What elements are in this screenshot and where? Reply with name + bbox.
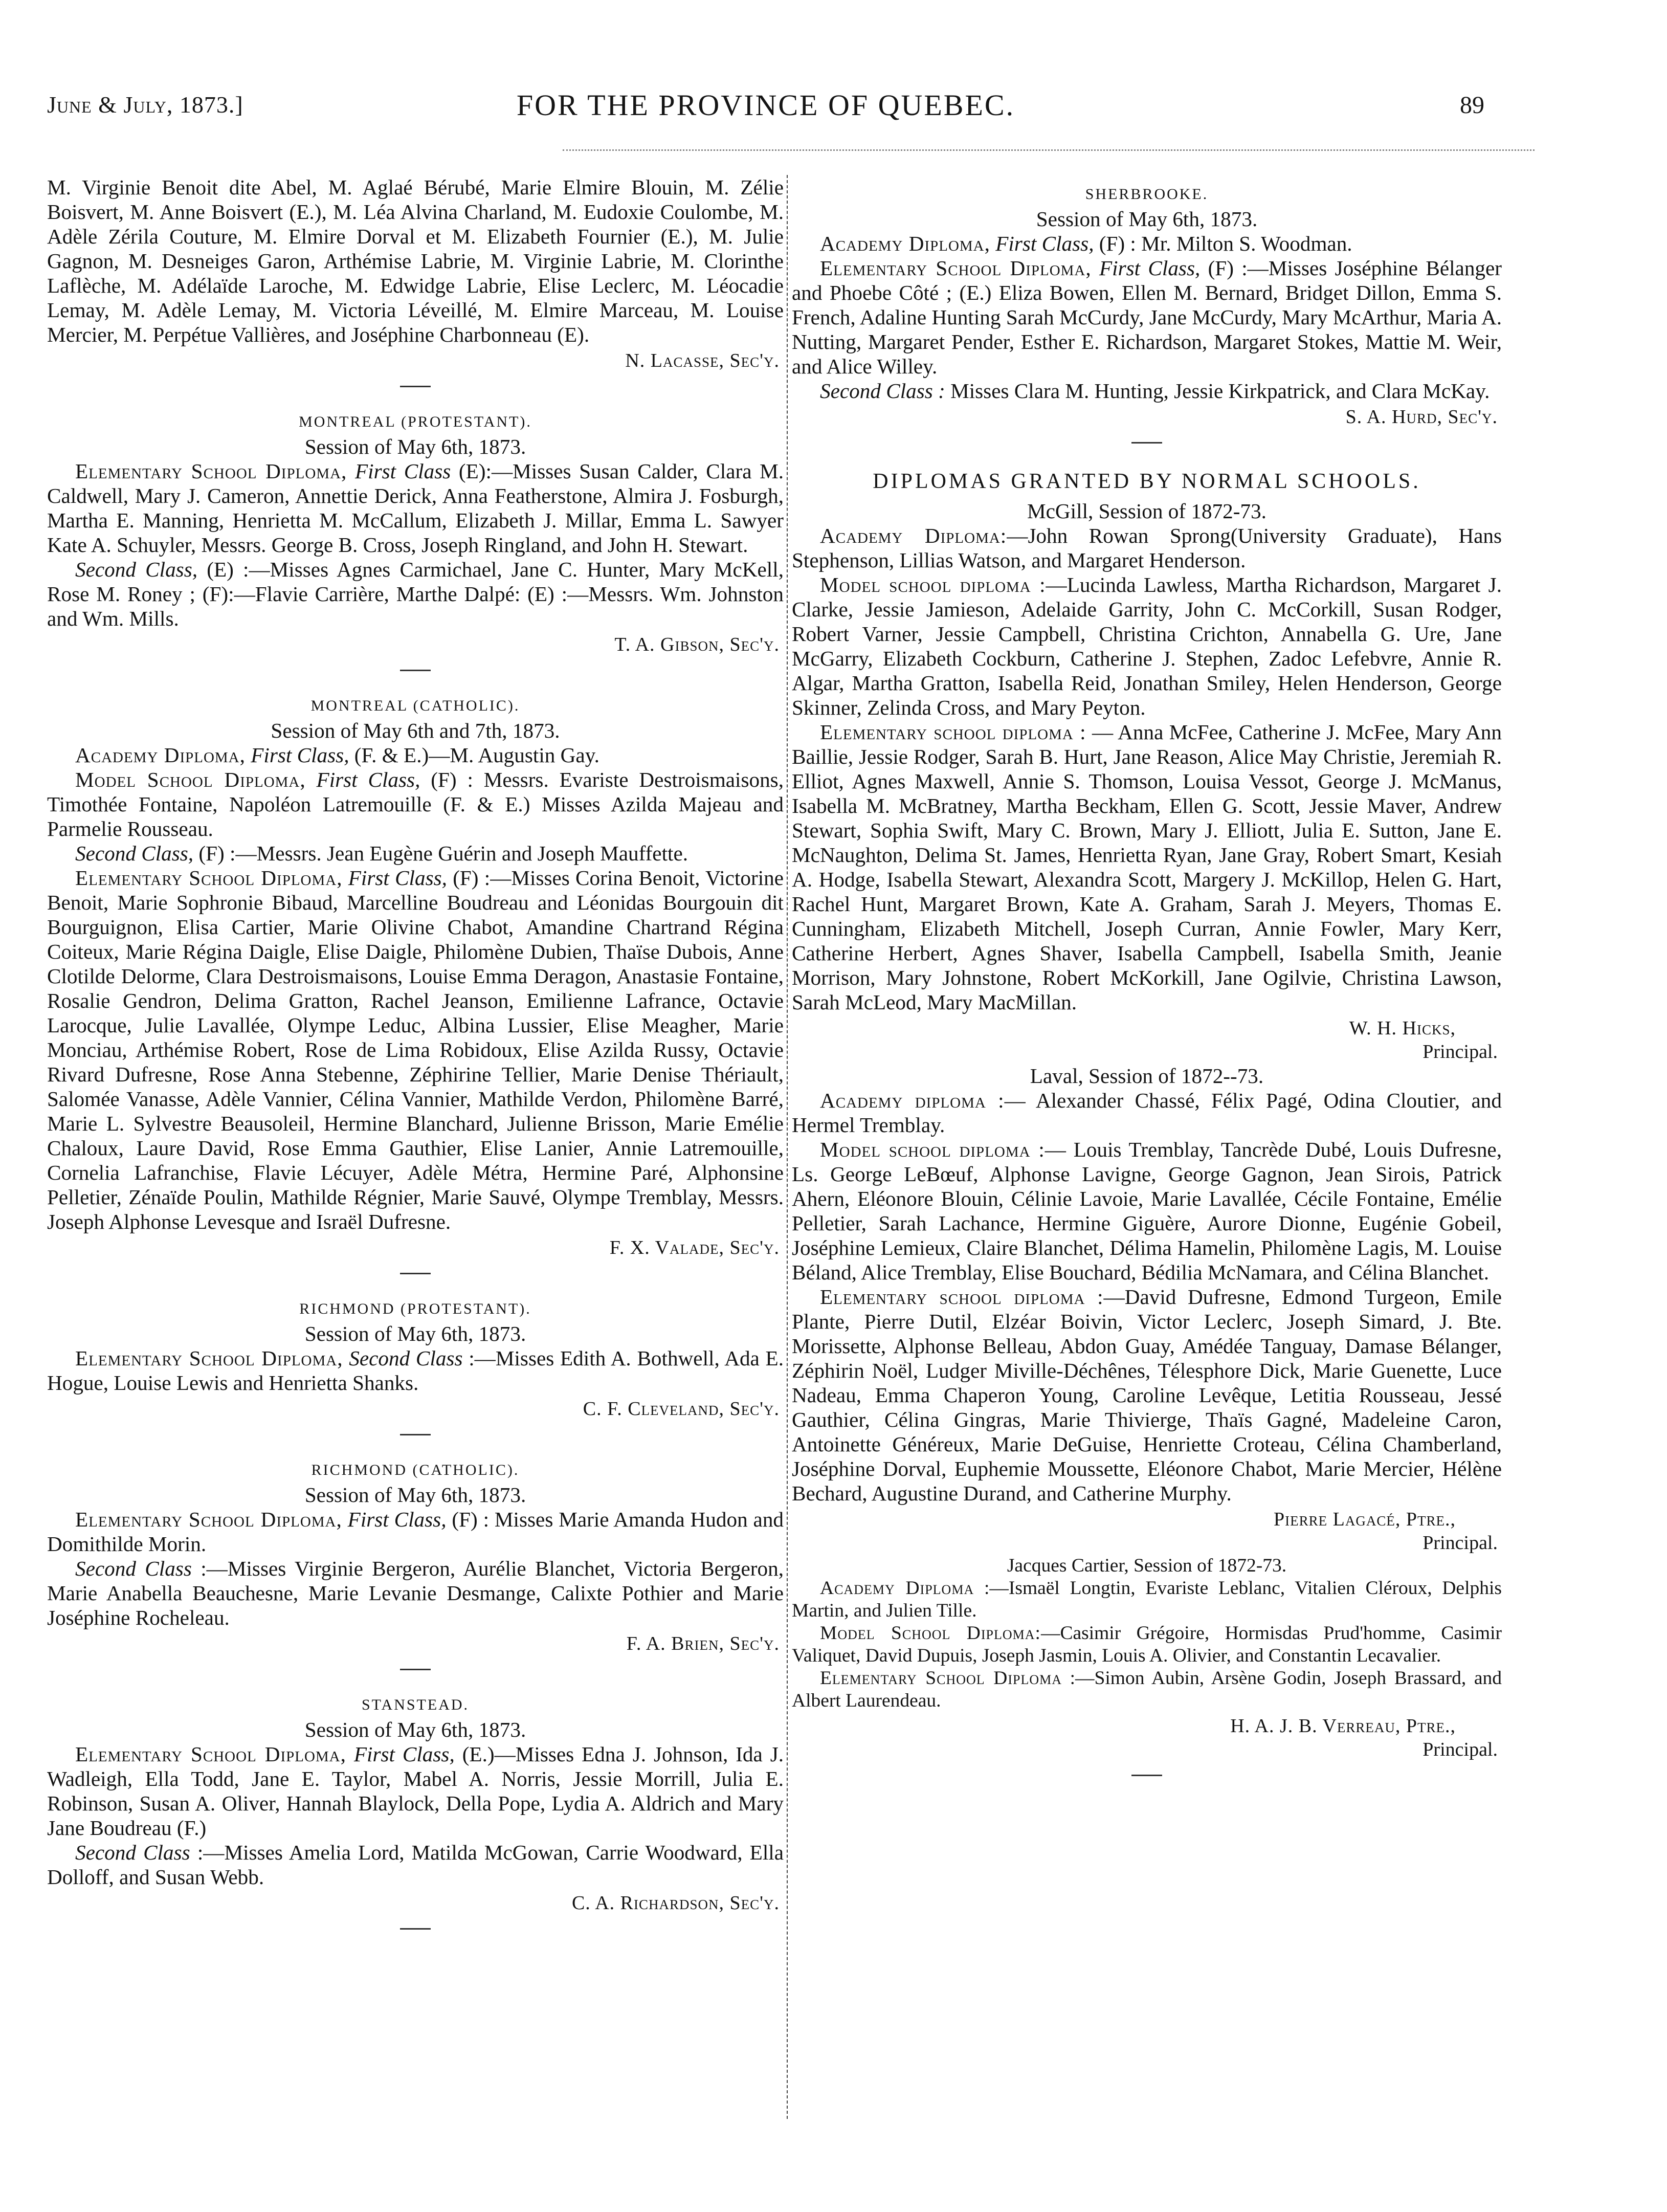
- richmond-protestant-section: [47, 1299, 784, 1435]
- session-line: McGill, Session of 1872-73.: [1027, 499, 1266, 523]
- diploma-paragraph: Model School Diploma, First Class, (F) : Messrs. Evariste Destroismaisons, Timothée Fontaine, Napoléon Latremouille (F. & E.) Misses Azilda Majeau and Parmelie Rousseau.: [47, 768, 784, 840]
- diploma-paragraph: Academy Diploma, First Class, (F. & E.)—M. Augustin Gay.: [75, 743, 599, 767]
- section-separator: [400, 670, 431, 671]
- principal-title: Principal.: [1422, 1532, 1498, 1554]
- header-rule: [563, 149, 1535, 151]
- session-line: Session of May 6th, 1873.: [304, 1718, 526, 1741]
- diploma-paragraph: Second Class :—Misses Amelia Lord, Matilda McGowan, Carrie Woodward, Ella Dolloff, and Susan Webb.: [47, 1841, 784, 1889]
- richmond-catholic-section: [47, 1460, 784, 1670]
- section-separator: [400, 386, 431, 387]
- diploma-paragraph: Model school diploma :—Lucinda Lawless, Martha Richardson, Margaret J. Clarke, Jessie Jamieson, Adelaide Garrity, John C. McCorkill, Susan Rodger, Robert Varner, Jessie Campbell, Christina Crichton, Annabella G. Ure, Jane McGarry, Elizabeth Cockburn, Catherine J. Stephen, Zadoc Lefebvre, Annie R. Algar, Martha Gratton, Isabella Reid, Jonathan Smiley, Helen Henderson, George Skinner, Zelinda Cross, and Mary Peyton.: [792, 573, 1502, 719]
- session-line: Session of May 6th, 1873.: [1036, 207, 1258, 231]
- mcgill-section: [792, 499, 1502, 1064]
- section-separator: [400, 1928, 431, 1930]
- running-title: FOR THE PROVINCE OF QUEBEC.: [516, 89, 1015, 122]
- diploma-paragraph: Second Class, (E) :—Misses Agnes Carmichael, Jane C. Hunter, Mary McKell, Rose M. Roney ; (F):—Flavie Carrière, Marthe Dalpé: (E) :—Messrs. Wm. Johnston and Wm. Mills.: [47, 558, 784, 630]
- section-separator: [1131, 442, 1162, 444]
- diploma-paragraph: Academy Diploma :—Ismaël Longtin, Evariste Leblanc, Vitalien Cléroux, Delphis Martin, and Julien Tille.: [792, 1578, 1502, 1621]
- sherbrooke-section: [792, 184, 1502, 444]
- section-heading: SHERBROOKE.: [1085, 186, 1209, 203]
- column-divider: [787, 175, 788, 2119]
- principal-title: Principal.: [1422, 1739, 1498, 1760]
- session-line: Session of May 6th, 1873.: [304, 435, 526, 458]
- section-heading: MONTREAL (CATHOLIC).: [310, 697, 520, 714]
- section-heading: RICHMOND (PROTESTANT).: [299, 1300, 531, 1317]
- principal-signature: W. H. Hicks,: [1349, 1017, 1456, 1039]
- diploma-paragraph: Elementary school diploma : — Anna McFee, Catherine J. McFee, Mary Ann Baillie, Jessie Rodger, Sarah B. Hurt, Jane Reason, Alice May Christie, Jeremiah R. Elliot, Agnes Maxwell, Annie S. Thomson, Louisa Vessot, George J. McManus, Isabella M. McBratney, Martha Beckham, Ellen G. Scott, Jessie Maver, Andrew Stewart, Sophia Swift, Mary C. Brown, Mary J. Elliott, Julia E. Sutton, Jane E. McNaughton, Delima St. James, Henrietta Ryan, Jane Gray, Robert Smart, Kesiah A. Hodge, Isabella Stewart, Alexandra Scott, Margery J. McKillop, Helen G. Hart, Rachel Hunt, Margaret Brown, Kate A. Graham, Sarah J. Meyers, Thomas E. Cunningham, Elizabeth Mitchell, Joseph Curran, Annie Fowler, Mary Kerr, Catherine Herbert, Agnes Shaver, Isabella Campbell, Isabella Smith, Jeanie Morrison, Mary Johnstone, Robert McKorkill, Jane Ogilvie, Christina Lawson, Sarah McLeod, Mary MacMillan.: [792, 720, 1502, 1014]
- diploma-paragraph: Elementary School Diploma, First Class, (F) :—Misses Corina Benoit, Victorine Benoit, Marie Sophronie Bibaud, Marcelline Boudreau and Léonidas Bourgouin dit Bourguignon, Elisa Cartier, Marie Olivine Chabot, Amandine Chartrand Régina Coiteux, Marie Régina Daigle, Elise Daigle, Philomène Dubien, Thaïse Dubois, Anne Clotilde Delorme, Clara Destroismaisons, Louise Emma Deragon, Anastasie Fontaine, Rosalie Gendron, Delima Gratton, Rachel Jeanson, Emilienne Lafrance, Octavie Larocque, Julie Lavallée, Olympe Leduc, Albina Lussier, Elise Meagher, Marie Monciau, Arthémise Robert, Rose de Lima Robidoux, Elise Azilda Russy, Octavie Rivard Dufresne, Rose Anna Stebenne, Zéphirine Tellier, Marie Denise Thériault, Salomée Vanasse, Adèle Vannier, Célina Vannier, Mathilde Verdon, Philomène Barré, Marie L. Sylvestre Beausoleil, Hermine Blanchard, Julienne Brisson, Marie Emélie Chaloux, Laure David, Rose Emma Gauthier, Elise Lanier, Annie Latremouille, Cornelia Lafranchise, Flavie Lécuyer, Adèle Métra, Hermine Paré, Alphonsine Pelletier, Zénaïde Poulin, Mathilde Régnier, Marie Sauvé, Olympe Tremblay, Messrs. Joseph Alphonse Levesque and Israël Dufresne.: [47, 866, 784, 1233]
- diploma-paragraph: Second Class : Misses Clara M. Hunting, Jessie Kirkpatrick, and Clara McKay.: [820, 379, 1490, 403]
- diploma-paragraph: Elementary School Diploma, First Class, (F) : Misses Marie Amanda Hudon and Domithilde Morin.: [47, 1508, 784, 1556]
- page-number: 89: [1460, 92, 1484, 119]
- secretary-signature: N. Lacasse, Sec'y.: [625, 350, 780, 371]
- continued-list: M. Virginie Benoit dite Abel, M. Aglaé Bérubé, Marie Elmire Blouin, M. Zélie Boisvert, M. Anne Boisvert (E.), M. Léa Alvina Charland, M. Eudoxie Coulombe, M. Adèle Zérila Couture, M. Elmire Dorval et M. Elizabeth Fournier (E.), M. Julie Gagnon, M. Desneiges Garon, Arthémise Labrie, M. Virginie Labrie, M. Clorinthe Laflèche, M. Adélaïde Laroche, M. Edwidge Labrie, Elise Leclerc, M. Léocadie Lemay, M. Adèle Lemay, M. Victoria Léveillé, M. Elmire Marceau, M. Louise Mercier, M. Perpétue Vallières, and Joséphine Charbonneau (E).: [47, 175, 784, 346]
- page-header: [47, 91, 1484, 132]
- section-separator: [400, 1669, 431, 1670]
- secretary-signature: T. A. Gibson, Sec'y.: [614, 634, 780, 655]
- normal-schools-heading: DIPLOMAS GRANTED BY NORMAL SCHOOLS.: [873, 470, 1421, 493]
- section-separator: [400, 1273, 431, 1274]
- diploma-paragraph: Elementary School Diploma :—Simon Aubin, Arsène Godin, Joseph Brassard, and Albert Laurendeau.: [792, 1668, 1502, 1711]
- diploma-paragraph: Academy diploma :— Alexander Chassé, Félix Pagé, Odina Cloutier, and Hermel Tremblay.: [792, 1089, 1502, 1137]
- session-line: Session of May 6th, 1873.: [304, 1483, 526, 1507]
- section-heading: MONTREAL (PROTESTANT).: [299, 413, 532, 430]
- section-separator: [400, 1434, 431, 1435]
- diploma-paragraph: Model School Diploma:—Casimir Grégoire, Hormisdas Prud'homme, Casimir Valiquet, David Dupuis, Joseph Jasmin, Louis A. Olivier, and Constantin Lecavalier.: [792, 1623, 1502, 1666]
- jacques-cartier-section: [792, 1555, 1502, 1776]
- secretary-signature: C. F. Cleveland, Sec'y.: [583, 1398, 780, 1420]
- principal-signature: Pierre Lagacé, Ptre.,: [1274, 1509, 1456, 1530]
- diploma-paragraph: Elementary School Diploma, Second Class :—Misses Edith A. Bothwell, Ada E. Hogue, Louise Lewis and Henrietta Shanks.: [47, 1346, 784, 1395]
- session-line: Laval, Session of 1872--73.: [1030, 1064, 1264, 1088]
- session-line: Jacques Cartier, Session of 1872-73.: [1007, 1555, 1287, 1576]
- section-heading: RICHMOND (CATHOLIC).: [311, 1462, 520, 1478]
- diploma-paragraph: Model school diploma :— Louis Tremblay, Tancrède Dubé, Louis Dufresne, Ls. George LeBœuf, Alphonse Lavigne, George Gagnon, Jean Sirois, Patrick Ahern, Eléonore Blouin, Célinie Lavoie, Marie Lavallée, Cécile Fontaine, Emélie Pelletier, Sarah Lachance, Hermine Giguère, Aurore Dionne, Eugénie Gobeil, Joséphine Lemieux, Claire Blanchet, Délima Hamelin, Philomène Lagis, M. Louise Béland, Alice Tremblay, Elise Bouchard, Bédilia McNamara, and Célina Blanchet.: [792, 1138, 1502, 1284]
- stanstead-section: [47, 1695, 784, 1930]
- diploma-paragraph: Second Class, (F) :—Messrs. Jean Eugène Guérin and Joseph Mauffette.: [75, 842, 688, 865]
- diploma-paragraph: Elementary school diploma :—David Dufresne, Edmond Turgeon, Emile Plante, Pierre Dutil, Elzéar Boivin, Victor Leclerc, Joseph Simard, J. Bte. Morissette, Alphonse Belleau, Abdon Guay, Amédée Tanguay, Damase Bélanger, Zéphirin Noël, Ludger Miville-Déchênes, Télesphore Dick, Marie Guenette, Luce Nadeau, Emma Chaperon Young, Caroline Levêque, Letitia Rousseau, Jessé Gauthier, Célina Gingras, Marie Thivierge, Thaïs Gagné, Madeleine Caron, Antoinette Généreux, Marie DeGuise, Henriette Croteau, Célina Chamberland, Joséphine Dorval, Euphemie Moussette, Eléonore Chabot, Marie Mercier, Hélène Bechard, Augustine Durand, and Catherine Murphy.: [792, 1285, 1502, 1505]
- left-column: [47, 175, 784, 1930]
- secretary-signature: F. X. Valade, Sec'y.: [609, 1237, 780, 1258]
- montreal-catholic-section: [47, 696, 784, 1274]
- secretary-signature: C. A. Richardson, Sec'y.: [571, 1892, 780, 1914]
- secretary-signature: F. A. Brien, Sec'y.: [626, 1633, 780, 1654]
- diploma-paragraph: Academy Diploma, First Class, (F) : Mr. Milton S. Woodman.: [820, 232, 1352, 255]
- right-column: [792, 175, 1502, 1776]
- principal-signature: H. A. J. B. Verreau, Ptre.,: [1230, 1715, 1456, 1737]
- principal-title: Principal.: [1422, 1041, 1498, 1063]
- montreal-protestant-section: [47, 412, 784, 671]
- section-separator: [1131, 1775, 1162, 1776]
- diploma-paragraph: Second Class :—Misses Virginie Bergeron, Aurélie Blanchet, Victoria Bergeron, Marie Anabella Beauchesne, Marie Levanie Desmange, Calixte Pothier and Marie Joséphine Rocheleau.: [47, 1557, 784, 1629]
- secretary-signature: S. A. Hurd, Sec'y.: [1345, 406, 1498, 428]
- diploma-paragraph: Academy Diploma:—John Rowan Sprong(University Graduate), Hans Stephenson, Lillias Watson, and Margaret Henderson.: [792, 524, 1502, 572]
- session-line: Session of May 6th and 7th, 1873.: [271, 719, 560, 742]
- diploma-paragraph: Elementary School Diploma, First Class, (F) :—Misses Joséphine Bélanger and Phoebe Côté ; (E.) Eliza Bowen, Ellen M. Bernard, Bridget Dillon, Emma S. French, Adaline Hunting Sarah McCurdy, Jane McCurdy, Mary McArthur, Maria A. Nutting, Margaret Pender, Esther E. Richardson, Margaret Stokes, Mattie M. Weir, and Alice Willey.: [792, 256, 1502, 378]
- issue-date: June & July, 1873.]: [47, 92, 243, 118]
- laval-section: [792, 1064, 1502, 1555]
- section-heading: STANSTEAD.: [361, 1696, 470, 1713]
- diploma-paragraph: Elementary School Diploma, First Class, (E.)—Misses Edna J. Johnson, Ida J. Wadleigh, Ella Todd, Jane E. Taylor, Mabel A. Norris, Jessie Morrill, Julia E. Robinson, Susan A. Oliver, Hannah Blaylock, Della Pope, Lydia A. Aldrich and Mary Jane Boudreau (F.): [47, 1742, 784, 1840]
- diploma-paragraph: Elementary School Diploma, First Class (E):—Misses Susan Calder, Clara M. Caldwell, Mary J. Cameron, Annettie Derick, Anna Featherstone, Almira J. Fosburgh, Martha E. Manning, Henrietta M. McCallum, Elizabeth J. Millar, Emma L. Sawyer Kate A. Schuyler, Messrs. George B. Cross, Joseph Ringland, and John H. Stewart.: [47, 459, 784, 557]
- session-line: Session of May 6th, 1873.: [304, 1322, 526, 1345]
